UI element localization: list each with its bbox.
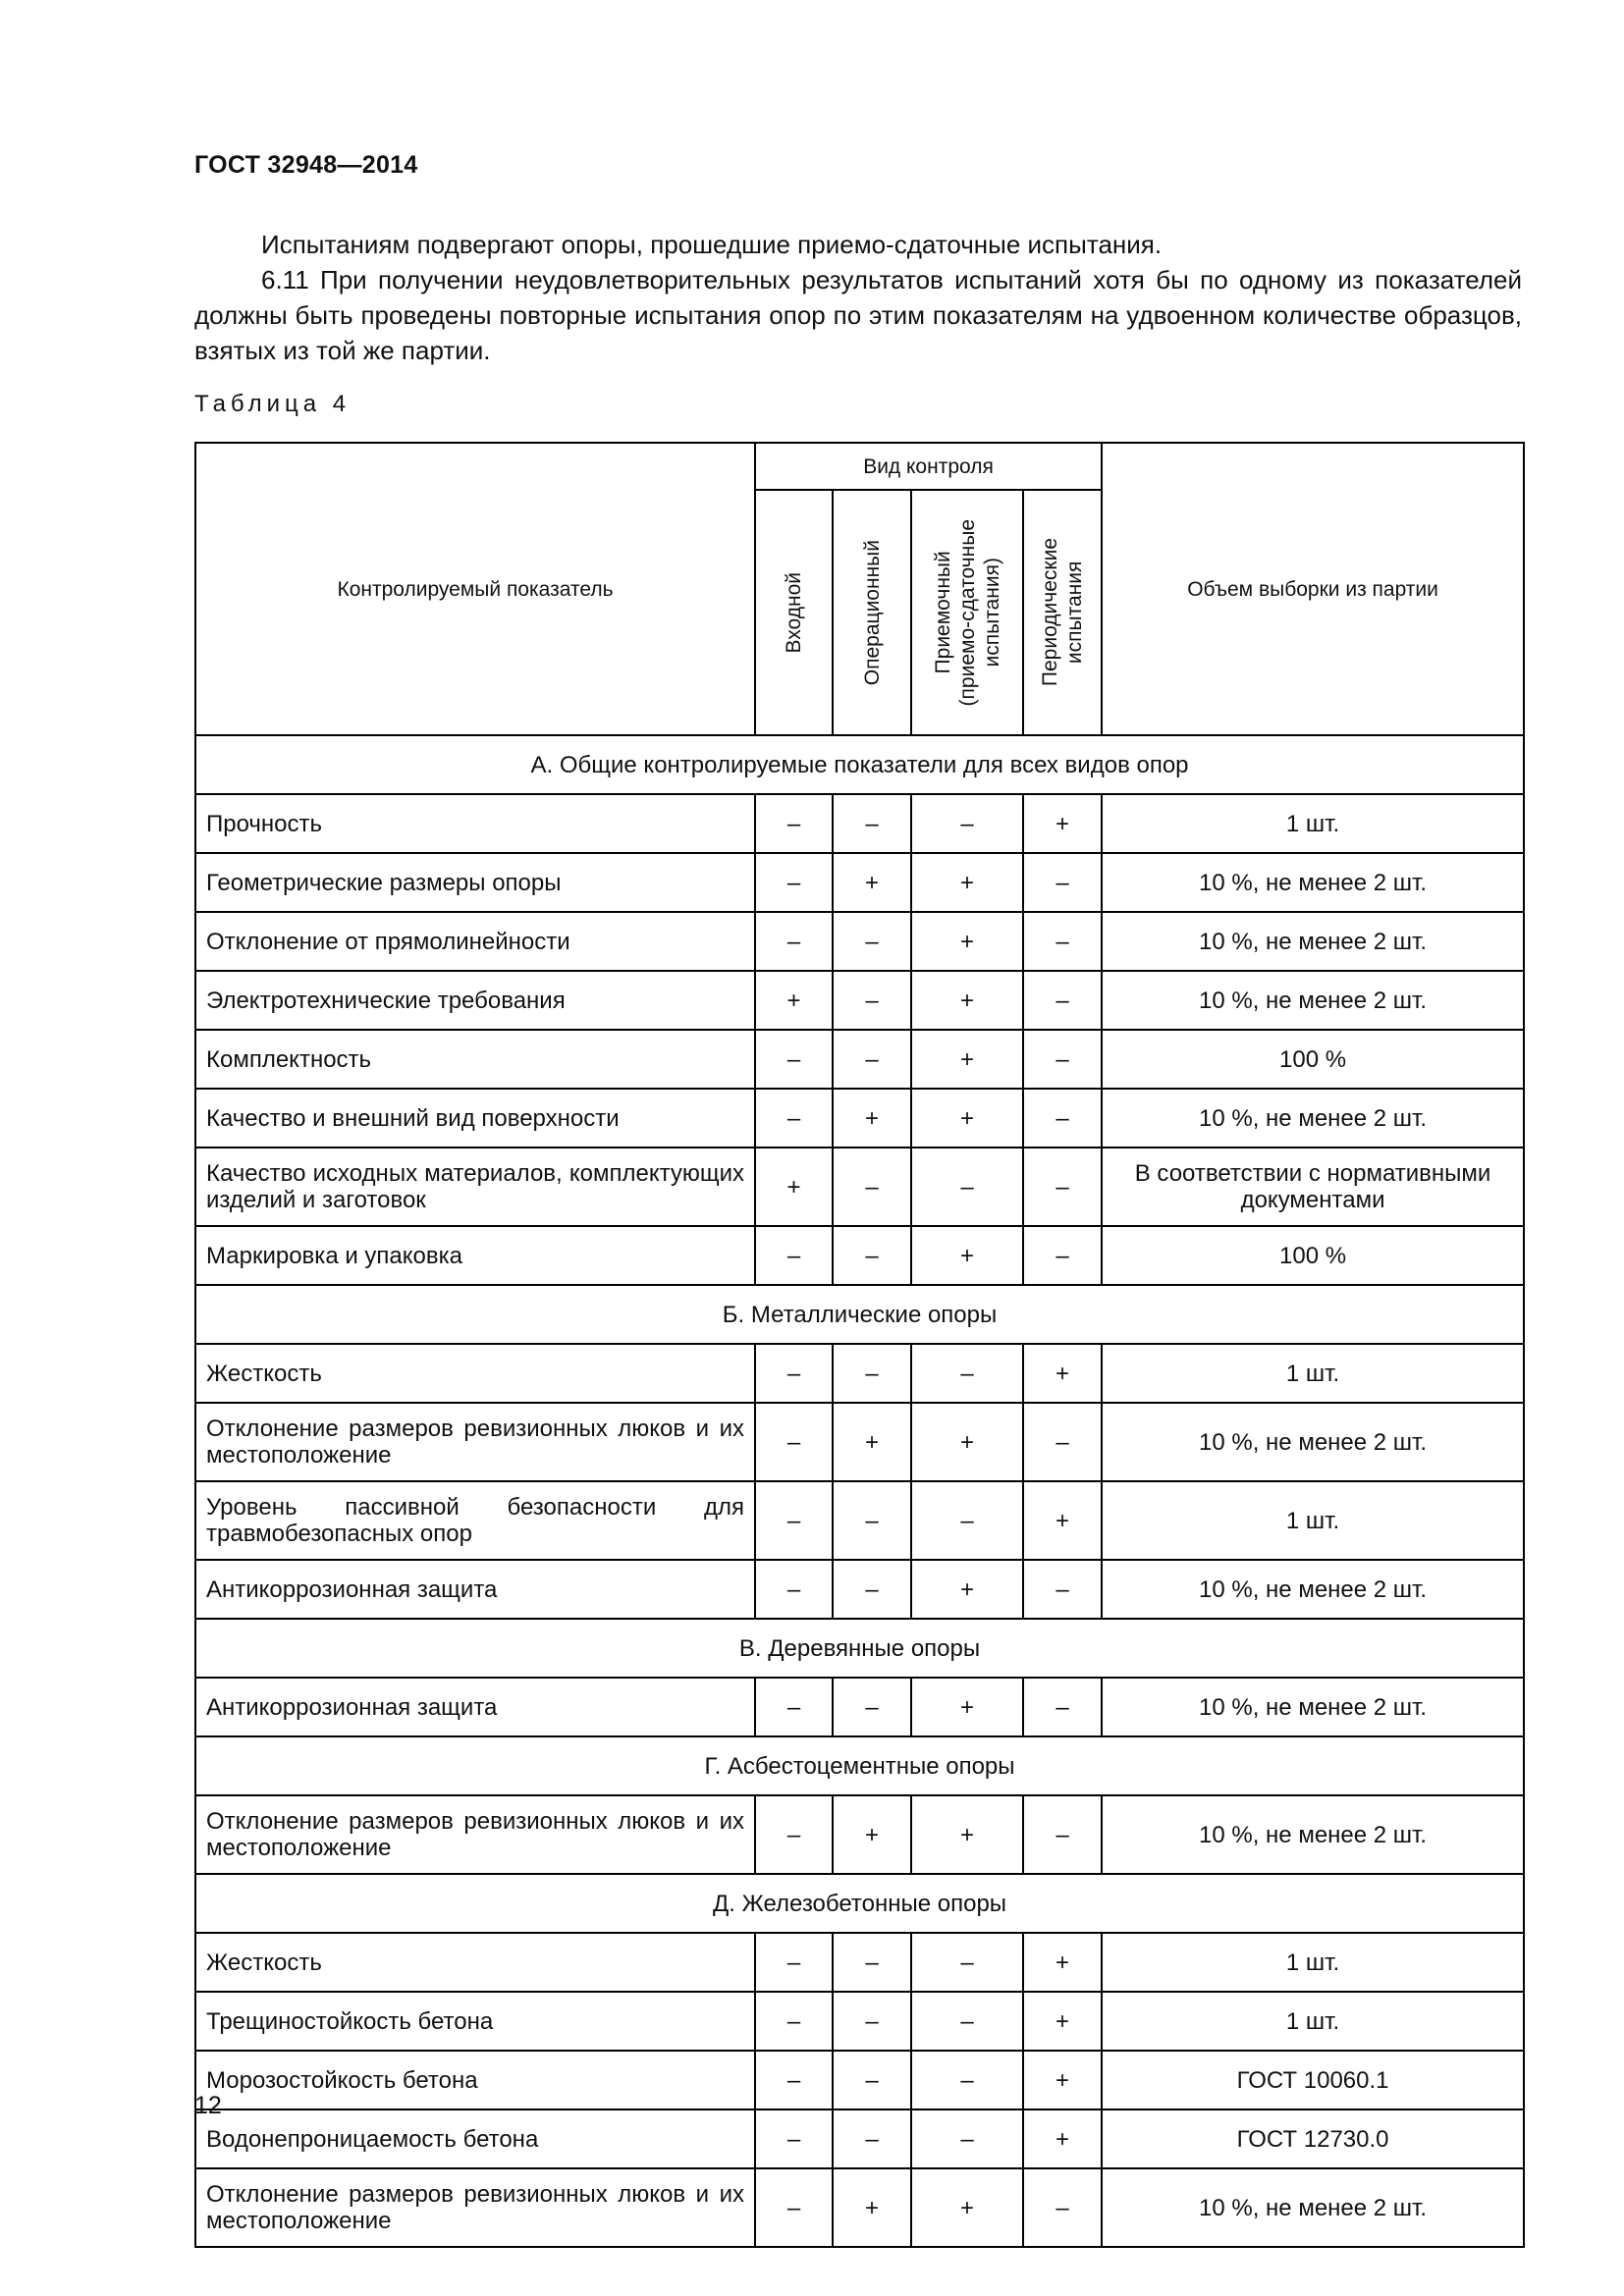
incoming-mark-cell: – — [755, 1560, 833, 1619]
indicator-cell: Прочность — [195, 794, 755, 853]
section-title: В. Деревянные опоры — [195, 1619, 1524, 1678]
operational-mark-cell: – — [833, 1481, 911, 1560]
acceptance-mark-cell: + — [911, 1678, 1023, 1736]
indicator-cell: Отклонение от прямолинейности — [195, 912, 755, 971]
acceptance-mark-cell: + — [911, 971, 1023, 1030]
acceptance-mark-cell: – — [911, 1992, 1023, 2051]
indicator-cell: Водонепроницаемость бетона — [195, 2109, 755, 2168]
periodic-mark-cell: – — [1023, 1030, 1102, 1089]
operational-mark-cell: – — [833, 1148, 911, 1226]
operational-mark-cell: – — [833, 2109, 911, 2168]
table-row — [195, 1030, 1524, 1089]
paragraph: Испытаниям подвергают опоры, прошедшие приемо-сдаточные испытания. — [261, 230, 1163, 259]
periodic-mark-cell: – — [1023, 1795, 1102, 1874]
periodic-mark-cell: – — [1023, 1403, 1102, 1481]
operational-mark-cell: – — [833, 1560, 911, 1619]
table-row — [195, 794, 1524, 853]
periodic-mark-cell: + — [1023, 2051, 1102, 2109]
operational-mark-cell: – — [833, 2051, 911, 2109]
sample-volume-cell: ГОСТ 10060.1 — [1102, 2051, 1524, 2109]
indicator-cell: Качество исходных материалов, комплектующих изделий и заготовок — [195, 1148, 755, 1226]
periodic-mark-cell: + — [1023, 1344, 1102, 1403]
indicator-cell: Отклонение размеров ревизионных люков и их местоположение — [195, 2168, 755, 2247]
periodic-mark-cell: + — [1023, 1933, 1102, 1992]
indicator-cell: Жесткость — [195, 1933, 755, 1992]
header-operational: Операционный — [833, 490, 911, 735]
indicator-cell: Антикоррозионная защита — [195, 1560, 755, 1619]
incoming-mark-cell: – — [755, 1481, 833, 1560]
operational-mark-cell: – — [833, 1344, 911, 1403]
acceptance-mark-cell: – — [911, 2109, 1023, 2168]
table-row — [195, 2168, 1524, 2247]
table-row — [195, 1089, 1524, 1148]
operational-mark-cell: + — [833, 1795, 911, 1874]
acceptance-mark-cell: – — [911, 794, 1023, 853]
indicator-cell: Морозостойкость бетона — [195, 2051, 755, 2109]
table-row — [195, 2109, 1524, 2168]
sample-volume-cell: 1 шт. — [1102, 1933, 1524, 1992]
acceptance-mark-cell: + — [911, 1560, 1023, 1619]
acceptance-mark-cell: + — [911, 1030, 1023, 1089]
incoming-mark-cell: – — [755, 1089, 833, 1148]
operational-mark-cell: – — [833, 1933, 911, 1992]
table-row — [195, 853, 1524, 912]
table-row — [195, 1933, 1524, 1992]
periodic-mark-cell: – — [1023, 1148, 1102, 1226]
indicator-cell: Геометрические размеры опоры — [195, 853, 755, 912]
periodic-mark-cell: – — [1023, 971, 1102, 1030]
operational-mark-cell: – — [833, 1226, 911, 1285]
incoming-mark-cell: + — [755, 971, 833, 1030]
incoming-mark-cell: – — [755, 912, 833, 971]
operational-mark-cell: – — [833, 1992, 911, 2051]
sample-volume-cell: 10 %, не менее 2 шт. — [1102, 1089, 1524, 1148]
sample-volume-cell: 10 %, не менее 2 шт. — [1102, 2168, 1524, 2247]
control-table — [194, 442, 1525, 2248]
indicator-cell: Отклонение размеров ревизионных люков и их местоположение — [195, 1403, 755, 1481]
periodic-mark-cell: + — [1023, 2109, 1102, 2168]
table-head — [195, 443, 1524, 735]
operational-mark-cell: – — [833, 1678, 911, 1736]
acceptance-mark-cell: + — [911, 853, 1023, 912]
periodic-mark-cell: – — [1023, 1678, 1102, 1736]
periodic-mark-cell: – — [1023, 853, 1102, 912]
indicator-cell: Антикоррозионная защита — [195, 1678, 755, 1736]
paragraph: 6.11 При получении неудовлетворительных результатов испытаний хотя бы по одному из показателей должны быть проведены повторные испытания опор по этим показателям на удвоенном количестве образцов, взятых из той же партии. — [194, 265, 1522, 365]
incoming-mark-cell: – — [755, 1344, 833, 1403]
operational-mark-cell: + — [833, 853, 911, 912]
table-row — [195, 1992, 1524, 2051]
table-row — [195, 1148, 1524, 1226]
acceptance-mark-cell: – — [911, 1344, 1023, 1403]
table-row — [195, 2051, 1524, 2109]
sample-volume-cell: 1 шт. — [1102, 1992, 1524, 2051]
acceptance-mark-cell: + — [911, 1795, 1023, 1874]
section-row — [195, 1619, 1524, 1678]
incoming-mark-cell: – — [755, 1030, 833, 1089]
header-periodic: Периодические испытания — [1023, 490, 1102, 735]
acceptance-mark-cell: + — [911, 1403, 1023, 1481]
acceptance-mark-cell: + — [911, 1089, 1023, 1148]
incoming-mark-cell: + — [755, 1148, 833, 1226]
sample-volume-cell: 10 %, не менее 2 шт. — [1102, 1560, 1524, 1619]
header-incoming: Входной — [755, 490, 833, 735]
sample-volume-cell: 1 шт. — [1102, 794, 1524, 853]
operational-mark-cell: – — [833, 912, 911, 971]
indicator-cell: Уровень пассивной безопасности для травмобезопасных опор — [195, 1481, 755, 1560]
section-title: А. Общие контролируемые показатели для всех видов опор — [195, 735, 1524, 794]
operational-mark-cell: + — [833, 1089, 911, 1148]
indicator-cell: Маркировка и упаковка — [195, 1226, 755, 1285]
table-caption: Таблица 4 — [194, 391, 352, 417]
sample-volume-cell: 10 %, не менее 2 шт. — [1102, 1678, 1524, 1736]
sample-volume-cell: 100 % — [1102, 1030, 1524, 1089]
acceptance-mark-cell: – — [911, 2051, 1023, 2109]
acceptance-mark-cell: – — [911, 1481, 1023, 1560]
incoming-mark-cell: – — [755, 1795, 833, 1874]
table-row — [195, 1795, 1524, 1874]
periodic-mark-cell: – — [1023, 912, 1102, 971]
sample-volume-cell: 100 % — [1102, 1226, 1524, 1285]
operational-mark-cell: + — [833, 1403, 911, 1481]
periodic-mark-cell: – — [1023, 1226, 1102, 1285]
header-sample-volume: Объем выборки из партии — [1102, 443, 1524, 735]
section-row — [195, 1736, 1524, 1795]
incoming-mark-cell: – — [755, 1933, 833, 1992]
section-title: Б. Металлические опоры — [195, 1285, 1524, 1344]
periodic-mark-cell: – — [1023, 1560, 1102, 1619]
incoming-mark-cell: – — [755, 2109, 833, 2168]
sample-volume-cell: В соответствии с нормативными документами — [1102, 1148, 1524, 1226]
indicator-cell: Комплектность — [195, 1030, 755, 1089]
sample-volume-cell: ГОСТ 12730.0 — [1102, 2109, 1524, 2168]
table-row — [195, 1226, 1524, 1285]
incoming-mark-cell: – — [755, 1992, 833, 2051]
sample-volume-cell: 1 шт. — [1102, 1344, 1524, 1403]
indicator-cell: Электротехнические требования — [195, 971, 755, 1030]
table-row — [195, 1560, 1524, 1619]
incoming-mark-cell: – — [755, 2168, 833, 2247]
sample-volume-cell: 10 %, не менее 2 шт. — [1102, 1795, 1524, 1874]
table-row — [195, 971, 1524, 1030]
section-row — [195, 1874, 1524, 1933]
incoming-mark-cell: – — [755, 2051, 833, 2109]
periodic-mark-cell: + — [1023, 794, 1102, 853]
section-row — [195, 735, 1524, 794]
incoming-mark-cell: – — [755, 1403, 833, 1481]
section-title: Д. Железобетонные опоры — [195, 1874, 1524, 1933]
table-row — [195, 1481, 1524, 1560]
sample-volume-cell: 10 %, не менее 2 шт. — [1102, 1403, 1524, 1481]
periodic-mark-cell: – — [1023, 1089, 1102, 1148]
operational-mark-cell: – — [833, 794, 911, 853]
sample-volume-cell: 1 шт. — [1102, 1481, 1524, 1560]
indicator-cell: Жесткость — [195, 1344, 755, 1403]
periodic-mark-cell: + — [1023, 1992, 1102, 2051]
header-control-type: Вид контроля — [755, 443, 1102, 490]
acceptance-mark-cell: + — [911, 2168, 1023, 2247]
periodic-mark-cell: + — [1023, 1481, 1102, 1560]
acceptance-mark-cell: + — [911, 912, 1023, 971]
acceptance-mark-cell: – — [911, 1148, 1023, 1226]
acceptance-mark-cell: + — [911, 1226, 1023, 1285]
table-row — [195, 1403, 1524, 1481]
incoming-mark-cell: – — [755, 1226, 833, 1285]
header-indicator: Контролируемый показатель — [195, 443, 755, 735]
table-body — [195, 735, 1524, 2247]
section-title: Г. Асбестоцементные опоры — [195, 1736, 1524, 1795]
body-text — [194, 227, 1522, 368]
operational-mark-cell: + — [833, 2168, 911, 2247]
incoming-mark-cell: – — [755, 794, 833, 853]
table-row — [195, 912, 1524, 971]
sample-volume-cell: 10 %, не менее 2 шт. — [1102, 971, 1524, 1030]
header-acceptance: Приемочный (приемо-сдаточные испытания) — [911, 490, 1023, 735]
document-code: ГОСТ 32948—2014 — [194, 151, 418, 179]
acceptance-mark-cell: – — [911, 1933, 1023, 1992]
indicator-cell: Качество и внешний вид поверхности — [195, 1089, 755, 1148]
indicator-cell: Трещиностойкость бетона — [195, 1992, 755, 2051]
table-row — [195, 1344, 1524, 1403]
table-row — [195, 1678, 1524, 1736]
periodic-mark-cell: – — [1023, 2168, 1102, 2247]
sample-volume-cell: 10 %, не менее 2 шт. — [1102, 853, 1524, 912]
indicator-cell: Отклонение размеров ревизионных люков и их местоположение — [195, 1795, 755, 1874]
incoming-mark-cell: – — [755, 1678, 833, 1736]
section-row — [195, 1285, 1524, 1344]
operational-mark-cell: – — [833, 1030, 911, 1089]
incoming-mark-cell: – — [755, 853, 833, 912]
sample-volume-cell: 10 %, не менее 2 шт. — [1102, 912, 1524, 971]
page-number: 12 — [194, 2092, 222, 2119]
operational-mark-cell: – — [833, 971, 911, 1030]
